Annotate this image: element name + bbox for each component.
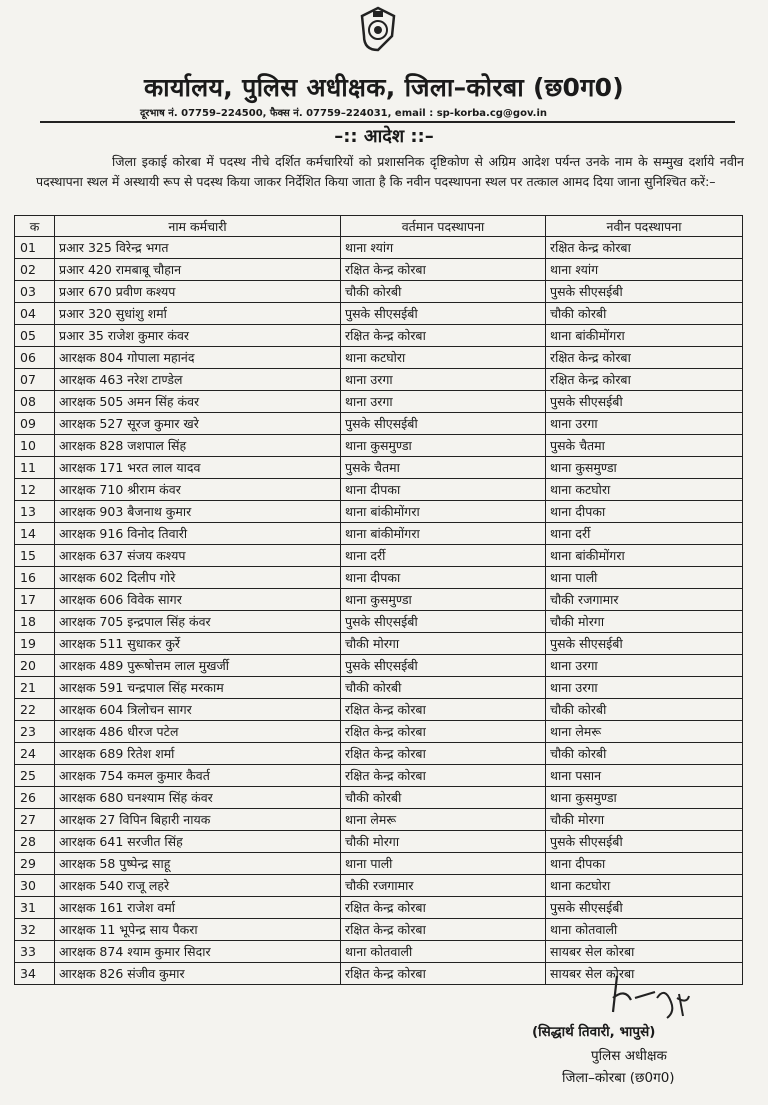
serial-cell: 18 [15,611,55,633]
table-row [15,919,743,941]
officer-designation: पुलिस अधीक्षक [591,1048,667,1064]
table-row [15,655,743,677]
serial-cell: 33 [15,941,55,963]
employee-name-cell: प्रआर 670 प्रवीण कश्यप [55,281,341,303]
table-row [15,237,743,259]
current-posting-cell: थाना श्यांग [341,237,546,259]
handwritten-signature-icon [595,968,695,1028]
header-serial: क [15,216,55,237]
employee-name-cell: आरक्षक 602 दिलीप गोरे [55,567,341,589]
current-posting-cell: पुसके सीएसईबी [341,303,546,325]
serial-cell: 12 [15,479,55,501]
table-row [15,325,743,347]
table-row [15,897,743,919]
serial-cell: 17 [15,589,55,611]
table-row [15,787,743,809]
office-title: कार्यालय, पुलिस अधीक्षक, जिला–कोरबा (छ0ग0) [143,73,625,102]
order-heading: –:: आदेश ::– [334,126,434,147]
serial-cell: 19 [15,633,55,655]
serial-cell: 22 [15,699,55,721]
table-row [15,281,743,303]
serial-cell: 08 [15,391,55,413]
table-row [15,369,743,391]
posting-table [14,215,743,985]
new-posting-cell: थाना बांकीमोंगरा [546,325,743,347]
current-posting-cell: थाना उरगा [341,369,546,391]
current-posting-cell: पुसके सीएसईबी [341,413,546,435]
new-posting-cell: पुसके सीएसईबी [546,831,743,853]
new-posting-cell: चौकी कोरबी [546,743,743,765]
serial-cell: 11 [15,457,55,479]
serial-cell: 04 [15,303,55,325]
current-posting-cell: थाना बांकीमोंगरा [341,501,546,523]
table-row [15,765,743,787]
new-posting-cell: थाना पाली [546,567,743,589]
serial-cell: 07 [15,369,55,391]
employee-name-cell: प्रआर 325 विरेन्द्र भगत [55,237,341,259]
new-posting-cell: रक्षित केन्द्र कोरबा [546,369,743,391]
employee-name-cell: प्रआर 35 राजेश कुमार कंवर [55,325,341,347]
current-posting-cell: रक्षित केन्द्र कोरबा [341,259,546,281]
current-posting-cell: थाना कुसमुण्डा [341,589,546,611]
employee-name-cell: आरक्षक 689 रितेश शर्मा [55,743,341,765]
serial-cell: 29 [15,853,55,875]
current-posting-cell: चौकी कोरबी [341,281,546,303]
serial-cell: 21 [15,677,55,699]
serial-cell: 01 [15,237,55,259]
current-posting-cell: थाना दर्री [341,545,546,567]
employee-name-cell: आरक्षक 637 संजय कश्यप [55,545,341,567]
employee-name-cell: आरक्षक 828 जशपाल सिंह [55,435,341,457]
employee-name-cell: आरक्षक 511 सुधाकर कुर्रे [55,633,341,655]
employee-name-cell: आरक्षक 486 धीरज पटेल [55,721,341,743]
table-body [15,237,743,985]
header-new-posting: नवीन पदस्थापना [546,216,743,237]
new-posting-cell: थाना कुसमुण्डा [546,457,743,479]
employee-name-cell: आरक्षक 705 इन्द्रपाल सिंह कंवर [55,611,341,633]
current-posting-cell: चौकी मोरगा [341,831,546,853]
serial-cell: 24 [15,743,55,765]
current-posting-cell: थाना कटघोरा [341,347,546,369]
new-posting-cell: थाना बांकीमोंगरा [546,545,743,567]
serial-cell: 34 [15,963,55,985]
employee-name-cell: आरक्षक 874 श्याम कुमार सिदार [55,941,341,963]
current-posting-cell: पुसके चैतमा [341,457,546,479]
table-row [15,875,743,897]
serial-cell: 09 [15,413,55,435]
current-posting-cell: चौकी मोरगा [341,633,546,655]
new-posting-cell: चौकी मोरगा [546,611,743,633]
table-row [15,677,743,699]
new-posting-cell: चौकी कोरबी [546,699,743,721]
new-posting-cell: थाना उरगा [546,677,743,699]
serial-cell: 25 [15,765,55,787]
serial-cell: 02 [15,259,55,281]
employee-name-cell: आरक्षक 754 कमल कुमार कैवर्त [55,765,341,787]
new-posting-cell: थाना दीपका [546,853,743,875]
employee-name-cell: आरक्षक 58 पुष्पेन्द्र साहू [55,853,341,875]
new-posting-cell: सायबर सेल कोरबा [546,963,743,985]
serial-cell: 15 [15,545,55,567]
table-row [15,347,743,369]
table-row [15,435,743,457]
serial-cell: 03 [15,281,55,303]
current-posting-cell: थाना दीपका [341,567,546,589]
employee-name-cell: आरक्षक 826 संजीव कुमार [55,963,341,985]
current-posting-cell: थाना बांकीमोंगरा [341,523,546,545]
current-posting-cell: पुसके सीएसईबी [341,655,546,677]
table-row [15,391,743,413]
current-posting-cell: रक्षित केन्द्र कोरबा [341,699,546,721]
new-posting-cell: सायबर सेल कोरबा [546,941,743,963]
table-row [15,589,743,611]
employee-name-cell: आरक्षक 903 बैजनाथ कुमार [55,501,341,523]
header-divider [40,121,735,123]
current-posting-cell: रक्षित केन्द्र कोरबा [341,897,546,919]
employee-name-cell: आरक्षक 505 अमन सिंह कंवर [55,391,341,413]
new-posting-cell: थाना लेमरू [546,721,743,743]
table-row [15,501,743,523]
employee-name-cell: आरक्षक 540 राजू लहरे [55,875,341,897]
serial-cell: 32 [15,919,55,941]
table-row [15,303,743,325]
current-posting-cell: थाना उरगा [341,391,546,413]
new-posting-cell: पुसके सीएसईबी [546,633,743,655]
serial-cell: 28 [15,831,55,853]
new-posting-cell: थाना कटघोरा [546,479,743,501]
new-posting-cell: थाना कोतवाली [546,919,743,941]
current-posting-cell: थाना पाली [341,853,546,875]
new-posting-cell: चौकी कोरबी [546,303,743,325]
table-row [15,809,743,831]
serial-cell: 06 [15,347,55,369]
serial-cell: 26 [15,787,55,809]
serial-cell: 20 [15,655,55,677]
table-row [15,941,743,963]
new-posting-cell: पुसके सीएसईबी [546,281,743,303]
serial-cell: 27 [15,809,55,831]
serial-cell: 23 [15,721,55,743]
employee-name-cell: आरक्षक 161 राजेश वर्मा [55,897,341,919]
employee-name-cell: आरक्षक 680 घनश्याम सिंह कंवर [55,787,341,809]
employee-name-cell: आरक्षक 489 पुरूषोत्तम लाल मुखर्जी [55,655,341,677]
employee-name-cell: आरक्षक 606 विवेक सागर [55,589,341,611]
current-posting-cell: रक्षित केन्द्र कोरबा [341,963,546,985]
current-posting-cell: चौकी रजगामार [341,875,546,897]
serial-cell: 05 [15,325,55,347]
serial-cell: 14 [15,523,55,545]
current-posting-cell: थाना कोतवाली [341,941,546,963]
new-posting-cell: पुसके सीएसईबी [546,391,743,413]
serial-cell: 10 [15,435,55,457]
contact-line: दूरभाष नं. 07759–224500, फैक्स नं. 07759–224031, email : sp-korba.cg@gov.in [140,108,548,119]
table-row [15,523,743,545]
employee-name-cell: आरक्षक 604 त्रिलोचन सागर [55,699,341,721]
new-posting-cell: थाना कुसमुण्डा [546,787,743,809]
employee-name-cell: आरक्षक 463 नरेश टाण्डेल [55,369,341,391]
new-posting-cell: थाना उरगा [546,413,743,435]
employee-name-cell: आरक्षक 27 विपिन बिहारी नायक [55,809,341,831]
serial-cell: 16 [15,567,55,589]
table-row [15,611,743,633]
current-posting-cell: रक्षित केन्द्र कोरबा [341,919,546,941]
current-posting-cell: पुसके सीएसईबी [341,611,546,633]
employee-name-cell: आरक्षक 916 विनोद तिवारी [55,523,341,545]
new-posting-cell: चौकी मोरगा [546,809,743,831]
table-row [15,259,743,281]
table-row [15,699,743,721]
table-row [15,831,743,853]
current-posting-cell: रक्षित केन्द्र कोरबा [341,325,546,347]
header-current-posting: वर्तमान पदस्थापना [341,216,546,237]
employee-name-cell: आरक्षक 171 भरत लाल यादव [55,457,341,479]
table-row [15,567,743,589]
employee-name-cell: प्रआर 320 सुधांशु शर्मा [55,303,341,325]
new-posting-cell: थाना कटघोरा [546,875,743,897]
new-posting-cell: थाना दर्री [546,523,743,545]
current-posting-cell: चौकी कोरबी [341,787,546,809]
serial-cell: 30 [15,875,55,897]
serial-cell: 31 [15,897,55,919]
current-posting-cell: रक्षित केन्द्र कोरबा [341,765,546,787]
new-posting-cell: रक्षित केन्द्र कोरबा [546,347,743,369]
new-posting-cell: थाना उरगा [546,655,743,677]
table-row [15,457,743,479]
current-posting-cell: थाना कुसमुण्डा [341,435,546,457]
table-row [15,721,743,743]
new-posting-cell: रक्षित केन्द्र कोरबा [546,237,743,259]
table-row [15,413,743,435]
serial-cell: 13 [15,501,55,523]
new-posting-cell: थाना श्यांग [546,259,743,281]
order-paragraph: जिला इकाई कोरबा में पदस्थ नीचे दर्शित कर्मचारियों को प्रशासनिक दृष्टिकोण से अग्रिम आदेश पर्यन्त उनके नाम के सम्मुख दर्शाये नवीन पदस्थापना स्थल में अस्थायी रूप से पदस्थ किया जाकर निर्देशित किया जाता है कि नवीन पदस्थापना स्थल पर तत्काल आमद दिया जाना सुनिश्चित करें:– [36,154,744,189]
table-row [15,853,743,875]
new-posting-cell: पुसके सीएसईबी [546,897,743,919]
new-posting-cell: चौकी रजगामार [546,589,743,611]
current-posting-cell: थाना दीपका [341,479,546,501]
table-row [15,479,743,501]
current-posting-cell: रक्षित केन्द्र कोरबा [341,743,546,765]
table-header-row [15,216,743,237]
new-posting-cell: थाना दीपका [546,501,743,523]
table-row [15,545,743,567]
new-posting-cell: थाना पसान [546,765,743,787]
employee-name-cell: आरक्षक 11 भूपेन्द्र साय पैकरा [55,919,341,941]
current-posting-cell: चौकी कोरबी [341,677,546,699]
new-posting-cell: पुसके चैतमा [546,435,743,457]
table-row [15,743,743,765]
employee-name-cell: आरक्षक 710 श्रीराम कंवर [55,479,341,501]
employee-name-cell: प्रआर 420 रामबाबू चौहान [55,259,341,281]
employee-name-cell: आरक्षक 591 चन्द्रपाल सिंह मरकाम [55,677,341,699]
table-row [15,633,743,655]
employee-name-cell: आरक्षक 527 सूरज कुमार खरे [55,413,341,435]
officer-district: जिला–कोरबा (छ0ग0) [562,1070,675,1086]
employee-name-cell: आरक्षक 804 गोपाला महानंद [55,347,341,369]
current-posting-cell: थाना लेमरू [341,809,546,831]
employee-name-cell: आरक्षक 641 सरजीत सिंह [55,831,341,853]
current-posting-cell: रक्षित केन्द्र कोरबा [341,721,546,743]
officer-name: (सिद्धार्थ तिवारी, भापुसे) [532,1024,656,1040]
header-employee-name: नाम कर्मचारी [55,216,341,237]
police-emblem-icon [358,6,398,52]
